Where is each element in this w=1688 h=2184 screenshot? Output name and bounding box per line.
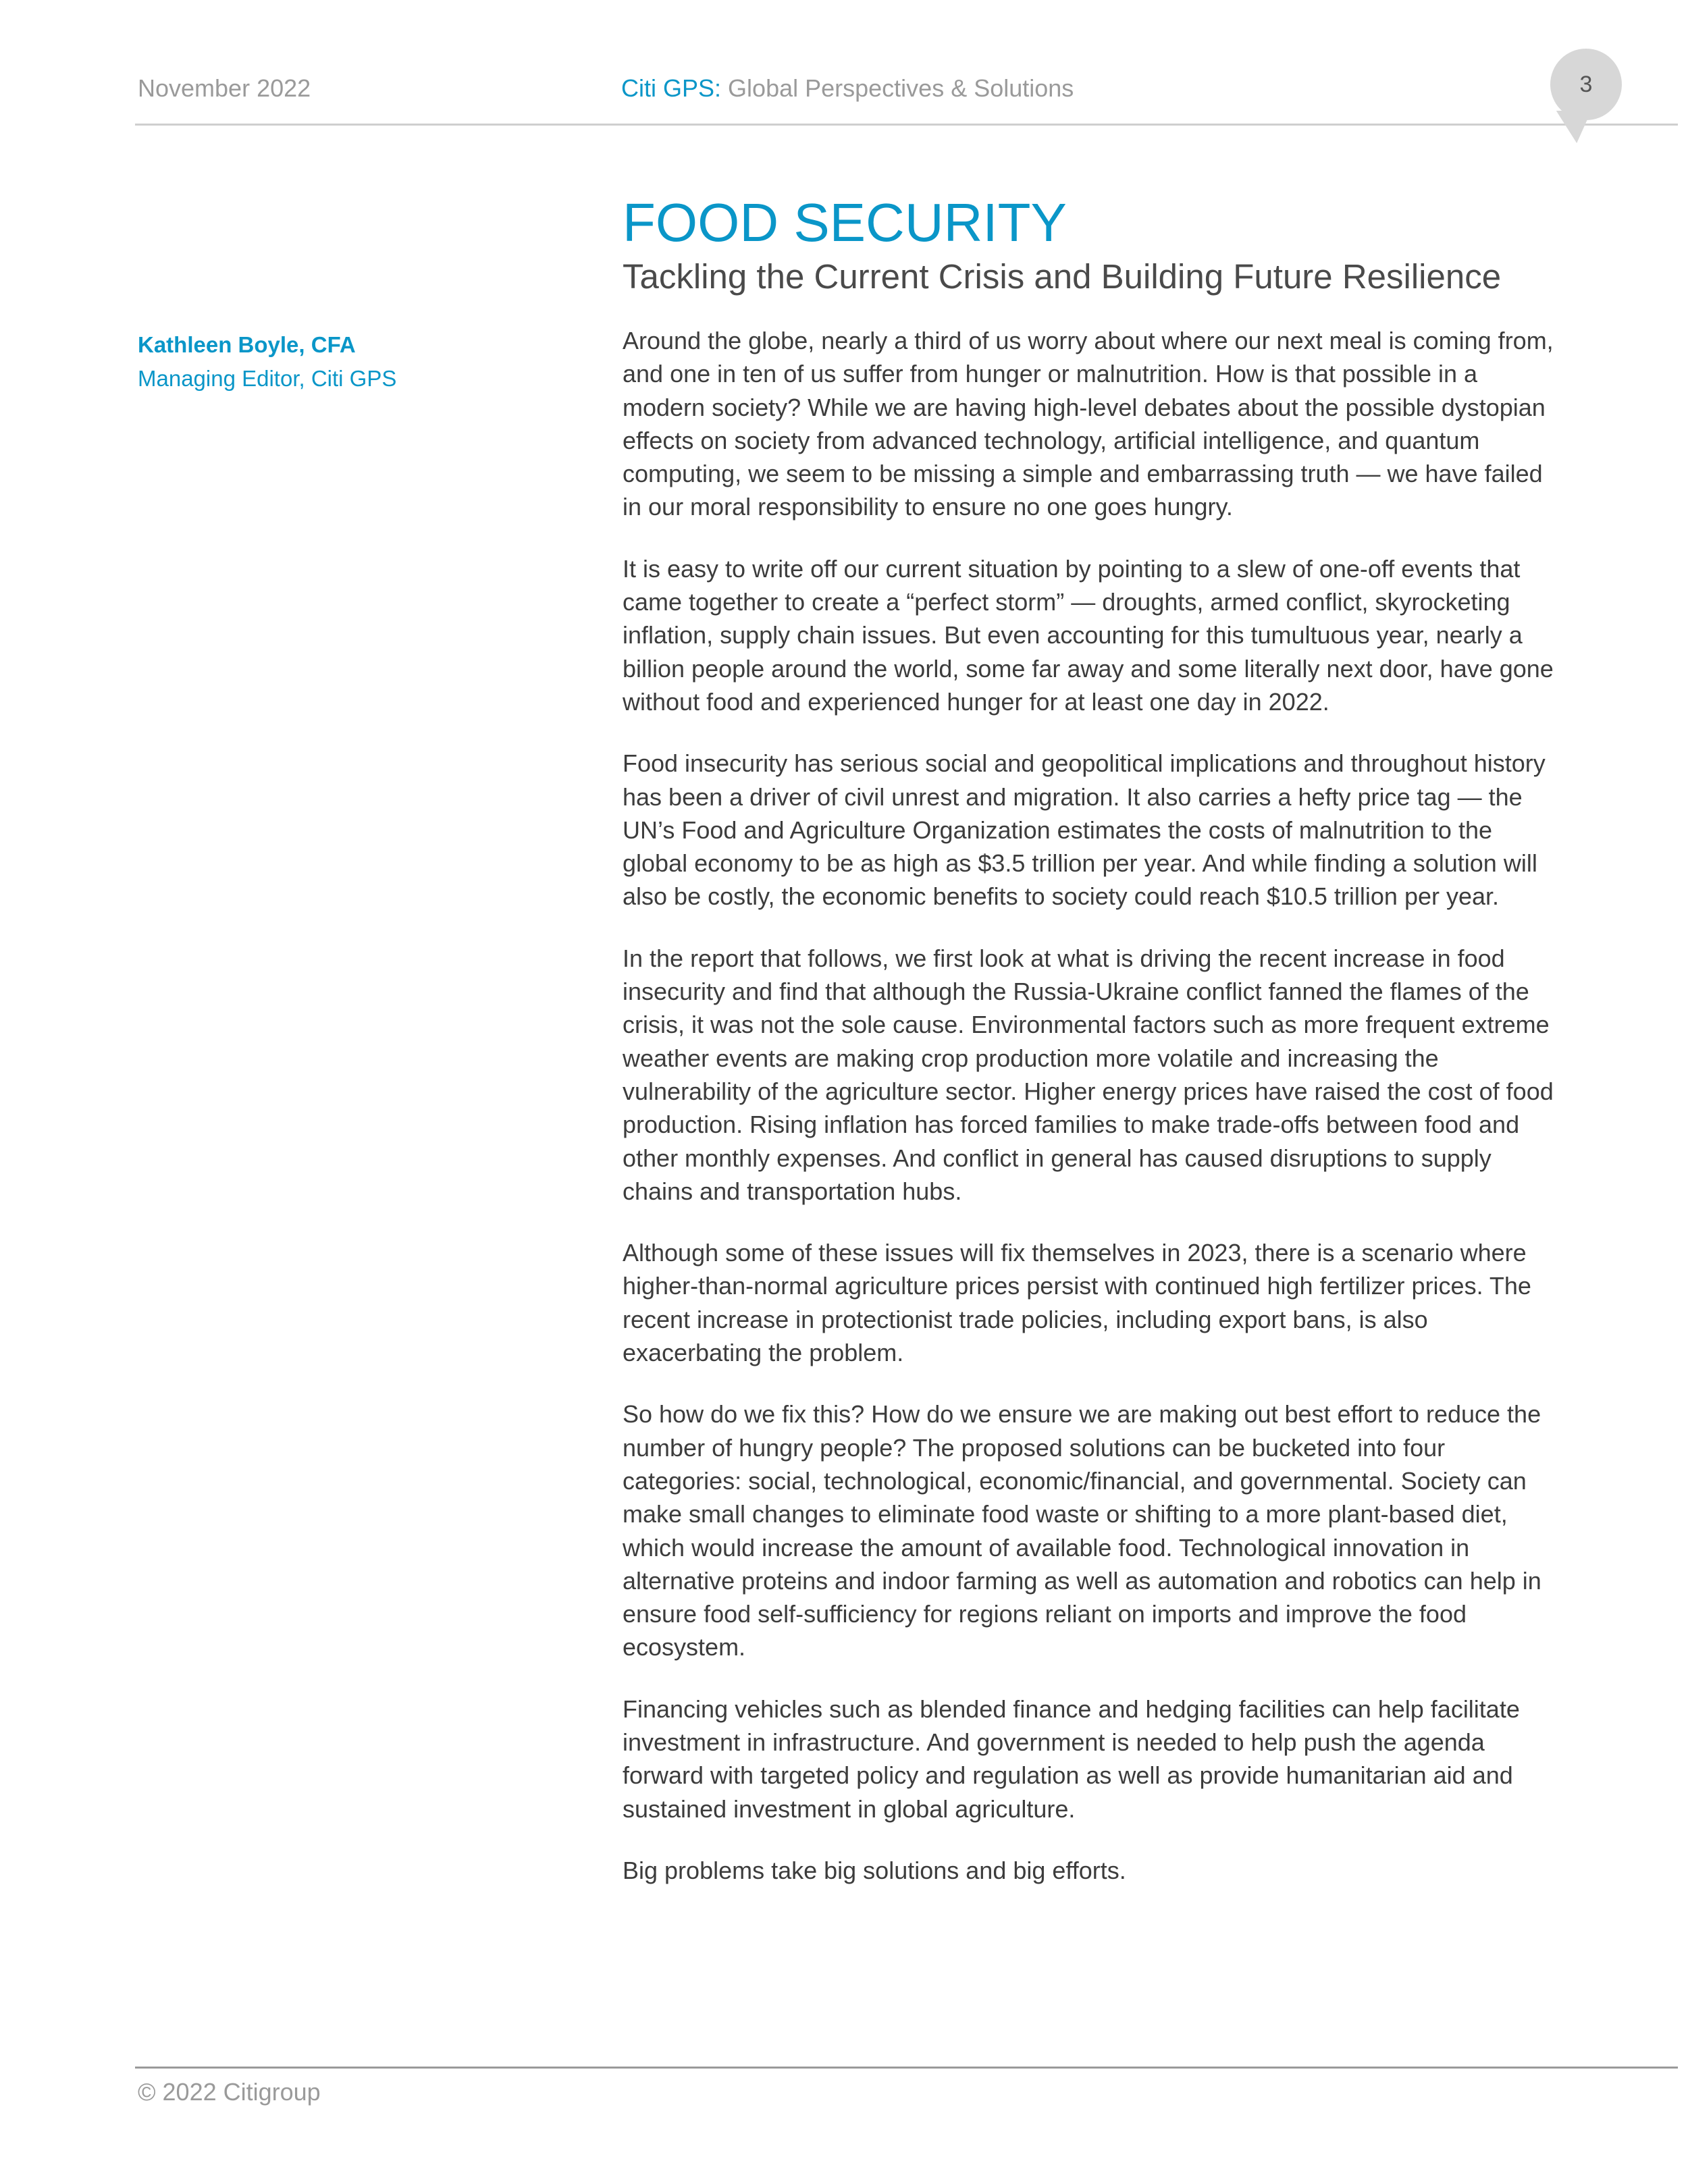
author-block: [138, 328, 610, 396]
paragraph-1: Around the globe, nearly a third of us worry about where our next meal is coming from, and one in ten of us suffer from hunger or malnutrition. How is that possible in a modern society? While we are having high-level debates about the possible dystopian effects on society from advanced technology, artificial intelligence, and quantum computing, we seem to be missing a simple and embarrassing truth — we have failed in our moral responsibility to ensure no one goes hungry.: [623, 327, 1554, 521]
page-number-badge: 3: [1550, 49, 1622, 120]
brand-tagline: Global Perspectives & Solutions: [728, 74, 1074, 102]
paragraph-5: Although some of these issues will fix themselves in 2023, there is a scenario where higher-than-normal agriculture prices persist with continued high fertilizer prices. The recent increase in protectionist trade policies, including export bans, is also exacerbating the problem.: [623, 1239, 1531, 1367]
header-divider: [135, 124, 1678, 126]
brand-name: Citi GPS:: [621, 74, 722, 102]
author-name: Kathleen Boyle, CFA: [138, 332, 356, 357]
header-date: November 2022: [138, 74, 311, 102]
footer-copyright: © 2022 Citigroup: [138, 2078, 321, 2106]
paragraph-6: So how do we fix this? How do we ensure we are making out best effort to reduce the number of hungry people? The proposed solutions can be bucketed into four categories: social, technological, economic/financial, and governmental. Society can make small changes to eliminate food waste or shifting to a more plant-based diet, which would increase the amount of available food. Technological innovation in alternative proteins and indoor farming as well as automation and robotics can help in ensure food self-sufficiency for regions reliant on imports and improve the food ecosystem.: [623, 1400, 1541, 1661]
paragraph-4: In the report that follows, we first look at what is driving the recent increase in food insecurity and find that although the Russia-Ukraine conflict fanned the flames of the crisis, it was not the sole cause. Environmental factors such as more frequent extreme weather events are making crop production more volatile and increasing the vulnerability of the agriculture sector. Higher energy prices have raised the cost of food production. Rising inflation has forced families to make trade-offs between food and other monthly expenses. And conflict in general has caused disruptions to supply chains and transportation hubs.: [623, 944, 1554, 1205]
page-subtitle: Tackling the Current Crisis and Building Future Resilience: [623, 257, 1502, 296]
header-brand: [621, 74, 1074, 103]
author-role: Managing Editor, Citi GPS: [138, 366, 397, 391]
article-body: [623, 324, 1554, 1915]
paragraph-8: Big problems take big solutions and big efforts.: [623, 1856, 1126, 1884]
page-title: FOOD SECURITY: [623, 192, 1067, 252]
paragraph-7: Financing vehicles such as blended finance and hedging facilities can help facilitate investment in infrastructure. And government is needed to help push the agenda forward with targeted policy and regulation as well as provide humanitarian aid and sustained investment in global agriculture.: [623, 1695, 1520, 1823]
footer-divider: [135, 2067, 1678, 2069]
paragraph-3: Food insecurity has serious social and geopolitical implications and throughout history has been a driver of civil unrest and migration. It also carries a hefty price tag — the UN’s Food and Agriculture Organization estimates the costs of malnutrition to the global economy to be as high as $3.5 trillion per year. And while finding a solution will also be costly, the economic benefits to society could reach $10.5 trillion per year.: [623, 749, 1546, 911]
paragraph-2: It is easy to write off our current situation by pointing to a slew of one-off events that came together to create a “perfect storm” — droughts, armed conflict, skyrocketing inflation, supply chain issues. But even accounting for this tumultuous year, nearly a billion people around the world, some far away and some literally next door, have gone without food and experienced hunger for at least one day in 2022.: [623, 554, 1554, 716]
